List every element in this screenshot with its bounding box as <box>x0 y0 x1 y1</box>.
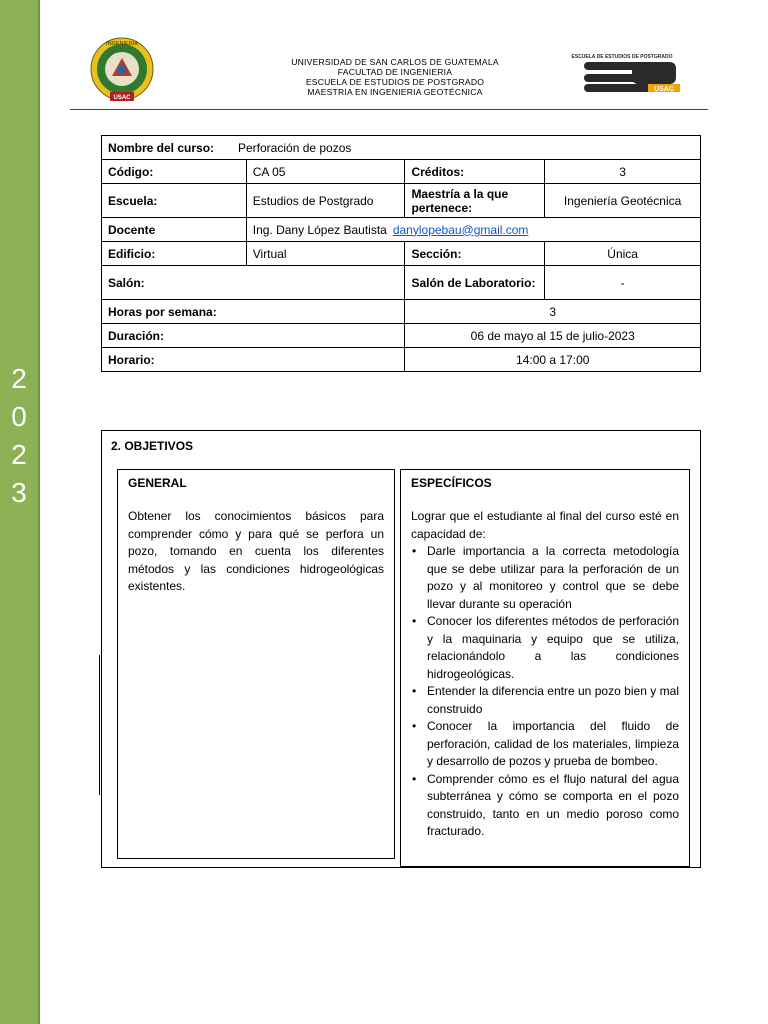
course-name-cell <box>102 136 701 160</box>
header-line: ESCUELA DE ESTUDIOS DE POSTGRADO <box>305 77 485 87</box>
duracion-value: 06 de mayo al 15 de julio-2023 <box>405 324 701 348</box>
postgrado-logo <box>571 50 682 94</box>
salon-label: Salón: <box>102 266 405 300</box>
margin-rule <box>99 655 100 795</box>
year-digit: 2 <box>11 439 27 470</box>
table-row <box>102 348 701 372</box>
specific-intro: Lograr que el estudiante al final del curso esté en capacidad de: <box>411 509 679 541</box>
docente-email-link[interactable]: danylopebau@gmail.com <box>392 222 529 237</box>
engineering-seal-logo <box>90 36 154 102</box>
institution-heading <box>250 57 540 97</box>
objectives-section <box>101 430 701 868</box>
objectives-title: 2. OBJETIVOS <box>111 439 194 453</box>
course-info-table <box>101 135 701 372</box>
specific-objectives-box <box>400 469 690 867</box>
course-name-value: Perforación de pozos <box>238 140 352 155</box>
table-row <box>102 324 701 348</box>
table-row <box>102 266 701 300</box>
list-item: • Conocer la importancia del fluido de perforación, calidad de los materiales, limpieza y desarrollo de pozos y prueba de bombeo. <box>411 718 679 771</box>
list-item: • Entender la diferencia entre un pozo bien y mal construido <box>411 683 679 718</box>
table-row <box>102 136 701 160</box>
table-row <box>102 300 701 324</box>
seccion-label: Sección: <box>405 242 545 266</box>
specific-list <box>411 543 679 841</box>
list-item: • Darle importancia a la correcta metodología que se debe utilizar para la perforación de un pozo y al monitoreo y control que se debe llevar durante su operación <box>411 543 679 613</box>
header-line: FACULTAD DE INGENIERIA <box>337 67 453 77</box>
codigo-value: CA 05 <box>246 160 405 184</box>
list-item: • Conocer los diferentes métodos de perforación y la maquinaria y equipo que se utiliza, relacionándolo a las condiciones hidrogeológicas. <box>411 613 679 683</box>
table-row <box>102 218 701 242</box>
seccion-value: Única <box>545 242 701 266</box>
maestria-value: Ingeniería Geotécnica <box>545 184 701 218</box>
general-objective-box <box>117 469 395 859</box>
creditos-value: 3 <box>545 160 701 184</box>
general-heading: GENERAL <box>128 476 187 490</box>
horas-label: Horas por semana: <box>102 300 405 324</box>
list-item: • Comprender cómo es el flujo natural del agua subterránea y cómo se comporta en el pozo construido, tanto en un medio poroso como fracturado. <box>411 771 679 841</box>
escuela-value: Estudios de Postgrado <box>246 184 405 218</box>
salon-lab-value: - <box>545 266 701 300</box>
document-header <box>70 36 708 110</box>
salon-lab-label: Salón de Laboratorio: <box>405 266 545 300</box>
side-bar <box>0 0 40 1024</box>
year-digit: 2 <box>11 363 27 394</box>
table-row <box>102 184 701 218</box>
year-digit: 3 <box>11 477 27 508</box>
docente-label: Docente <box>102 218 247 242</box>
table-row <box>102 242 701 266</box>
docente-value: Ing. Dany López Bautista <box>252 222 387 237</box>
side-year <box>0 360 38 512</box>
table-row <box>102 160 701 184</box>
svg-text:ESCUELA DE ESTUDIOS DE POSTGRA: ESCUELA DE ESTUDIOS DE POSTGRADO <box>571 54 673 60</box>
svg-text:USAC: USAC <box>654 86 674 93</box>
svg-text:INGENIERIA: INGENIERIA <box>106 41 138 47</box>
course-name-label: Nombre del curso: <box>108 140 215 155</box>
duracion-label: Duración: <box>102 324 405 348</box>
general-text: Obtener los conocimientos básicos para comprender cómo y para qué se perfora un pozo, tomando en cuenta los diferentes métodos y las condiciones hidrogeológicas existentes. <box>128 509 384 593</box>
maestria-label: Maestría a la que pertenece: <box>405 184 545 218</box>
horas-value: 3 <box>405 300 701 324</box>
specific-heading: ESPECÍFICOS <box>411 476 492 490</box>
horario-value: 14:00 a 17:00 <box>405 348 701 372</box>
header-line: MAESTRIA EN INGENIERIA GEOTÉCNICA <box>307 87 483 97</box>
codigo-label: Código: <box>102 160 247 184</box>
creditos-label: Créditos: <box>405 160 545 184</box>
svg-text:USAC: USAC <box>113 95 131 101</box>
edificio-label: Edificio: <box>102 242 247 266</box>
header-line: UNIVERSIDAD DE SAN CARLOS DE GUATEMALA <box>291 57 499 67</box>
horario-label: Horario: <box>102 348 405 372</box>
edificio-value: Virtual <box>246 242 405 266</box>
year-digit: 0 <box>11 401 27 432</box>
docente-cell <box>246 218 700 242</box>
escuela-label: Escuela: <box>102 184 247 218</box>
